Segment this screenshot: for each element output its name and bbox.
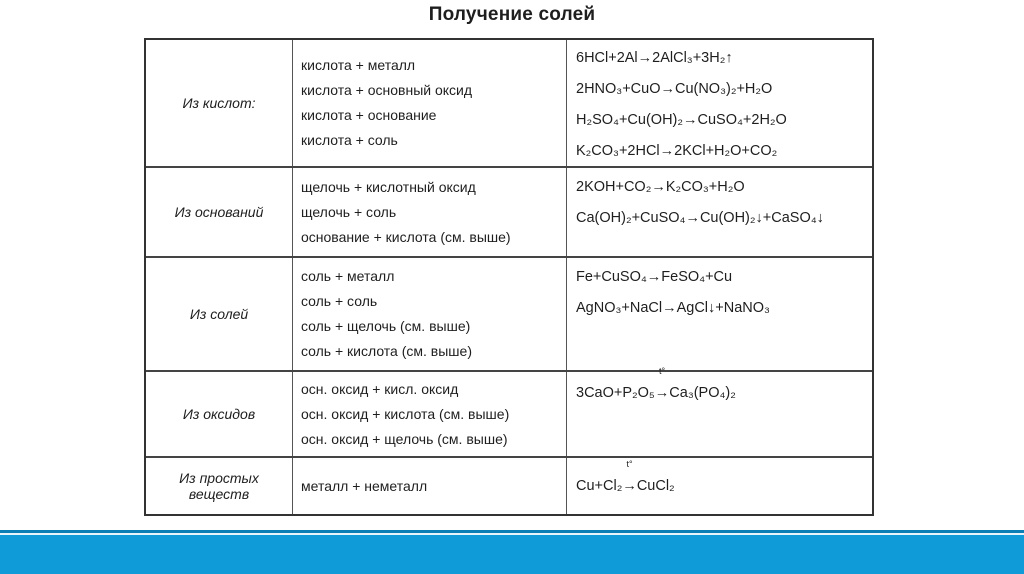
equation-line: Ca(OH)₂+CuSO₄→Cu(OH)₂↓+CaSO₄↓ [576,210,824,226]
reaction-line: соль + кислота (см. выше) [301,343,472,359]
example-cell [567,40,872,166]
equation-line: H₂SO₄+Cu(OH)₂→CuSO₄+2H₂O [576,112,787,128]
reaction-cell [293,372,567,456]
equation-line: K₂CO₃+2HCl→2KCl+H₂O+CO₂ [576,143,778,159]
heated-arrow [654,366,670,409]
equation-left: Cu+Cl₂ [576,477,623,494]
equation-left: 3CaO+P₂O₅ [576,385,655,401]
reaction-cell [293,168,567,256]
reaction-line: металл + неметалл [301,477,428,494]
table-row-simple [146,458,872,514]
arrow-icon: → [654,385,670,401]
table-row-bases [146,168,872,258]
equation-line: Fe+CuSO₄→FeSO₄+Cu [576,269,733,285]
equation-line: 2KOH+CO₂→K₂CO₃+H₂O [576,179,745,195]
equation-right: CuCl₂ [636,477,675,494]
page-title: Получение солей [428,4,596,25]
reaction-line: кислота + металл [301,57,416,73]
table-row-oxides [146,366,872,458]
salts-table [144,38,874,516]
heat-mark: t° [658,366,666,376]
reaction-line: кислота + основание [301,107,437,123]
reaction-line: кислота + соль [301,132,398,148]
example-cell [567,168,872,256]
heat-mark: t° [626,458,633,469]
equation-line [576,458,872,502]
reaction-cell [293,40,567,166]
source-cell: Из солей [146,258,293,370]
source-cell: Из кислот: [146,40,293,166]
reaction-line: кислота + основный оксид [301,82,473,98]
reaction-line: осн. оксид + щелочь (см. выше) [301,430,508,447]
table-row-acids [146,40,872,168]
reaction-cell [293,258,567,370]
table-row-salts [146,258,872,372]
example-cell [567,458,872,514]
reaction-line: основание + кислота (см. выше) [301,228,511,245]
equation-right: Ca₃(PO₄)₂ [669,385,736,401]
source-cell: Из оксидов [146,372,293,456]
footer-stripe [0,533,1024,535]
equation-line: 2HNO₃+CuO→Cu(NO₃)₂+H₂O [576,81,773,97]
reaction-line: осн. оксид + кислота (см. выше) [301,405,510,422]
reaction-line: соль + щелочь (см. выше) [301,318,471,334]
example-cell [567,258,872,370]
reaction-cell [293,458,567,514]
source-cell: Из простых веществ [146,458,293,514]
reaction-line: щелочь + соль [301,203,397,220]
reaction-line: соль + металл [301,268,395,284]
footer-band [0,530,1024,574]
equation-line: 6HCl+2Al→2AlCl₃+3H₂↑ [576,50,733,66]
reaction-line: щелочь + кислотный оксид [301,178,476,195]
source-cell: Из оснований [146,168,293,256]
arrow-icon: → [622,477,637,494]
equation-line: AgNO₃+NaCl→AgCl↓+NaNO₃ [576,300,770,316]
reaction-line: осн. оксид + кисл. оксид [301,380,459,397]
example-cell [567,366,872,456]
heated-arrow [622,458,637,502]
reaction-line: соль + соль [301,293,378,309]
equation-line [576,366,872,409]
